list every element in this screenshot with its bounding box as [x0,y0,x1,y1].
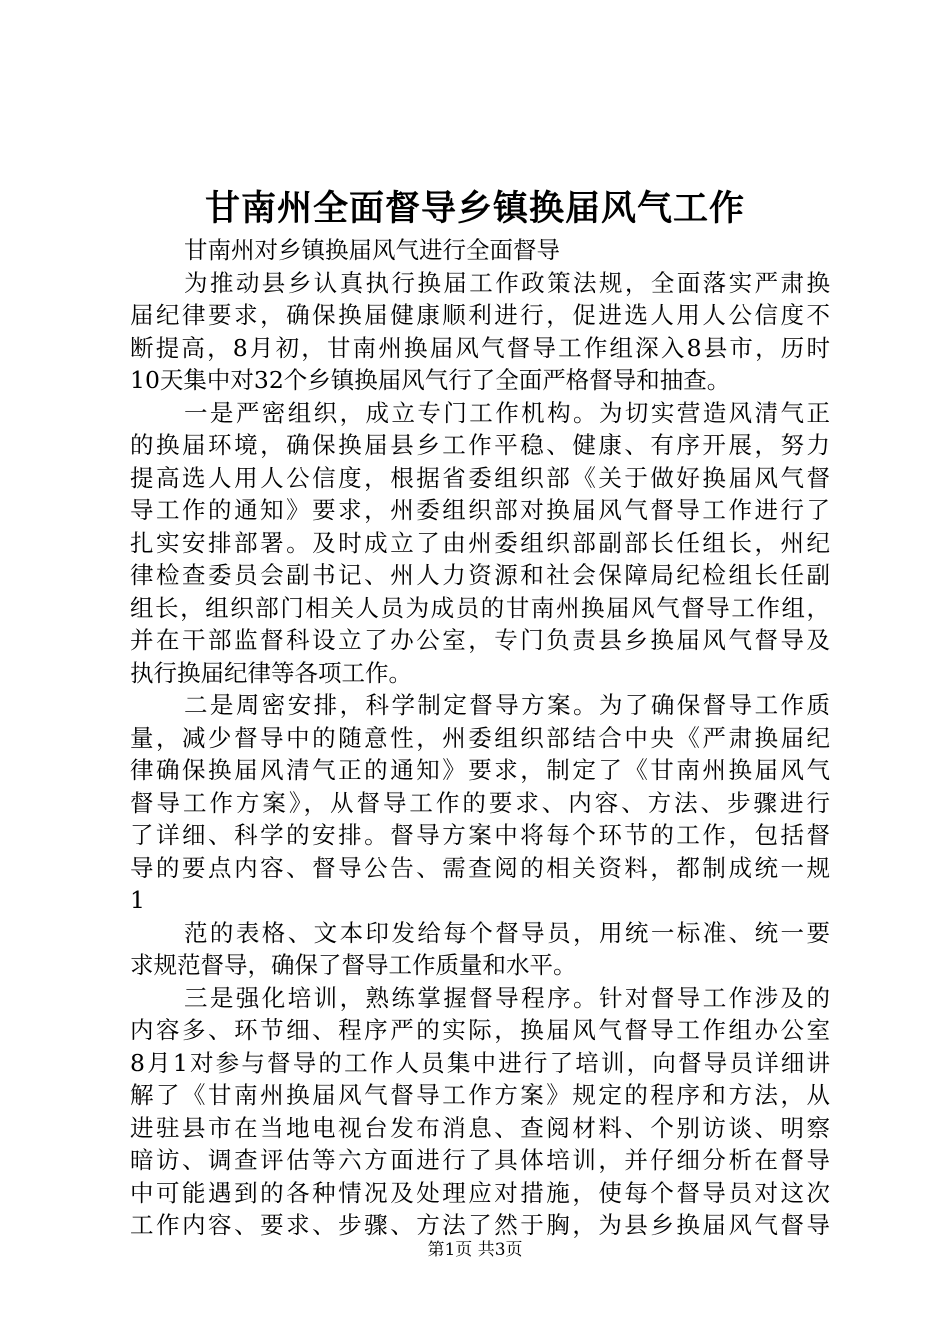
paragraph-line: 并在干部监督科设立了办公室，专门负责县乡换届风气督导及 [130,626,830,654]
paragraph-line: 了详细、科学的安排。督导方案中将每个环节的工作，包括督 [130,821,830,849]
paragraph-line: 二是周密安排，科学制定督导方案。为了确保督导工作质 [184,691,830,719]
paragraph-line: 断提高，8月初，甘南州换届风气督导工作组深入8县市，历时 [130,333,830,362]
paragraph-line: 导的要点内容、督导公告、需查阅的相关资料，都制成统一规 [130,853,830,882]
paragraph-line: 中可能遇到的各种情况及处理应对措施，使每个督导员对这次 [130,1178,830,1207]
paragraph-line: 范的表格、文本印发给每个督导员，用统一标准、统一要 [184,918,830,947]
paragraph-line: 组长，组织部门相关人员为成员的甘南州换届风气督导工作组， [130,593,830,622]
paragraph-line: 提高选人用人公信度，根据省委组织部《关于做好换届风气督 [130,463,830,492]
paragraph-line: 解了《甘南州换届风气督导工作方案》规定的程序和方法，从 [130,1081,830,1109]
document-body [130,234,830,1242]
paragraph-line: 工作内容、要求、步骤、方法了然于胸，为县乡换届风气督导 [130,1211,830,1239]
paragraph-line: 量，减少督导中的随意性，州委组织部结合中央《严肃换届纪 [130,723,830,752]
paragraph-line: 届纪律要求，确保换届健康顺利进行，促进选人用人公信度不 [130,301,830,329]
paragraph-line: 扎实安排部署。及时成立了由州委组织部副部长任组长，州纪 [130,528,830,557]
paragraph-line: 暗访、调查评估等六方面进行了具体培训，并仔细分析在督导 [130,1146,830,1174]
paragraph-line: 执行换届纪律等各项工作。 [130,658,412,687]
paragraph-line: 内容多、环节细、程序严的实际，换届风气督导工作组办公室 [130,1016,830,1044]
paragraph-line: 督导工作方案》，从督导工作的要求、内容、方法、步骤进行 [130,788,830,817]
paragraph-line: 律检查委员会副书记、州人力资源和社会保障局纪检组长任副 [130,561,830,589]
paragraph-line: 1 [130,886,145,914]
paragraph-line: 导工作的通知》要求，州委组织部对换届风气督导工作进行了 [130,496,830,524]
paragraph-line: 甘南州对乡镇换届风气进行全面督导 [184,236,560,264]
paragraph-line: 一是严密组织，成立专门工作机构。为切实营造风清气正 [184,398,830,427]
paragraph-line: 10天集中对32个乡镇换届风气行了全面严格督导和抽查。 [130,366,731,394]
paragraph-line: 求规范督导，确保了督导工作质量和水平。 [130,951,577,979]
document-title: 甘南州全面督导乡镇换届风气工作 [204,188,745,229]
paragraph-line: 进驻县市在当地电视台发布消息、查阅材料、个别访谈、明察 [130,1113,830,1142]
page-footer: 第1页 共3页 [427,1240,523,1260]
paragraph-line: 三是强化培训，熟练掌握督导程序。针对督导工作涉及的 [184,983,830,1012]
paragraph-line: 8月1对参与督导的工作人员集中进行了培训，向督导员详细讲 [130,1048,830,1077]
paragraph-line: 的换届环境，确保换届县乡工作平稳、健康、有序开展，努力 [130,431,830,459]
paragraph-line: 律确保换届风清气正的通知》要求，制定了《甘南州换届风气 [130,756,830,784]
paragraph-line: 为推动县乡认真执行换届工作政策法规，全面落实严肃换 [184,268,830,297]
